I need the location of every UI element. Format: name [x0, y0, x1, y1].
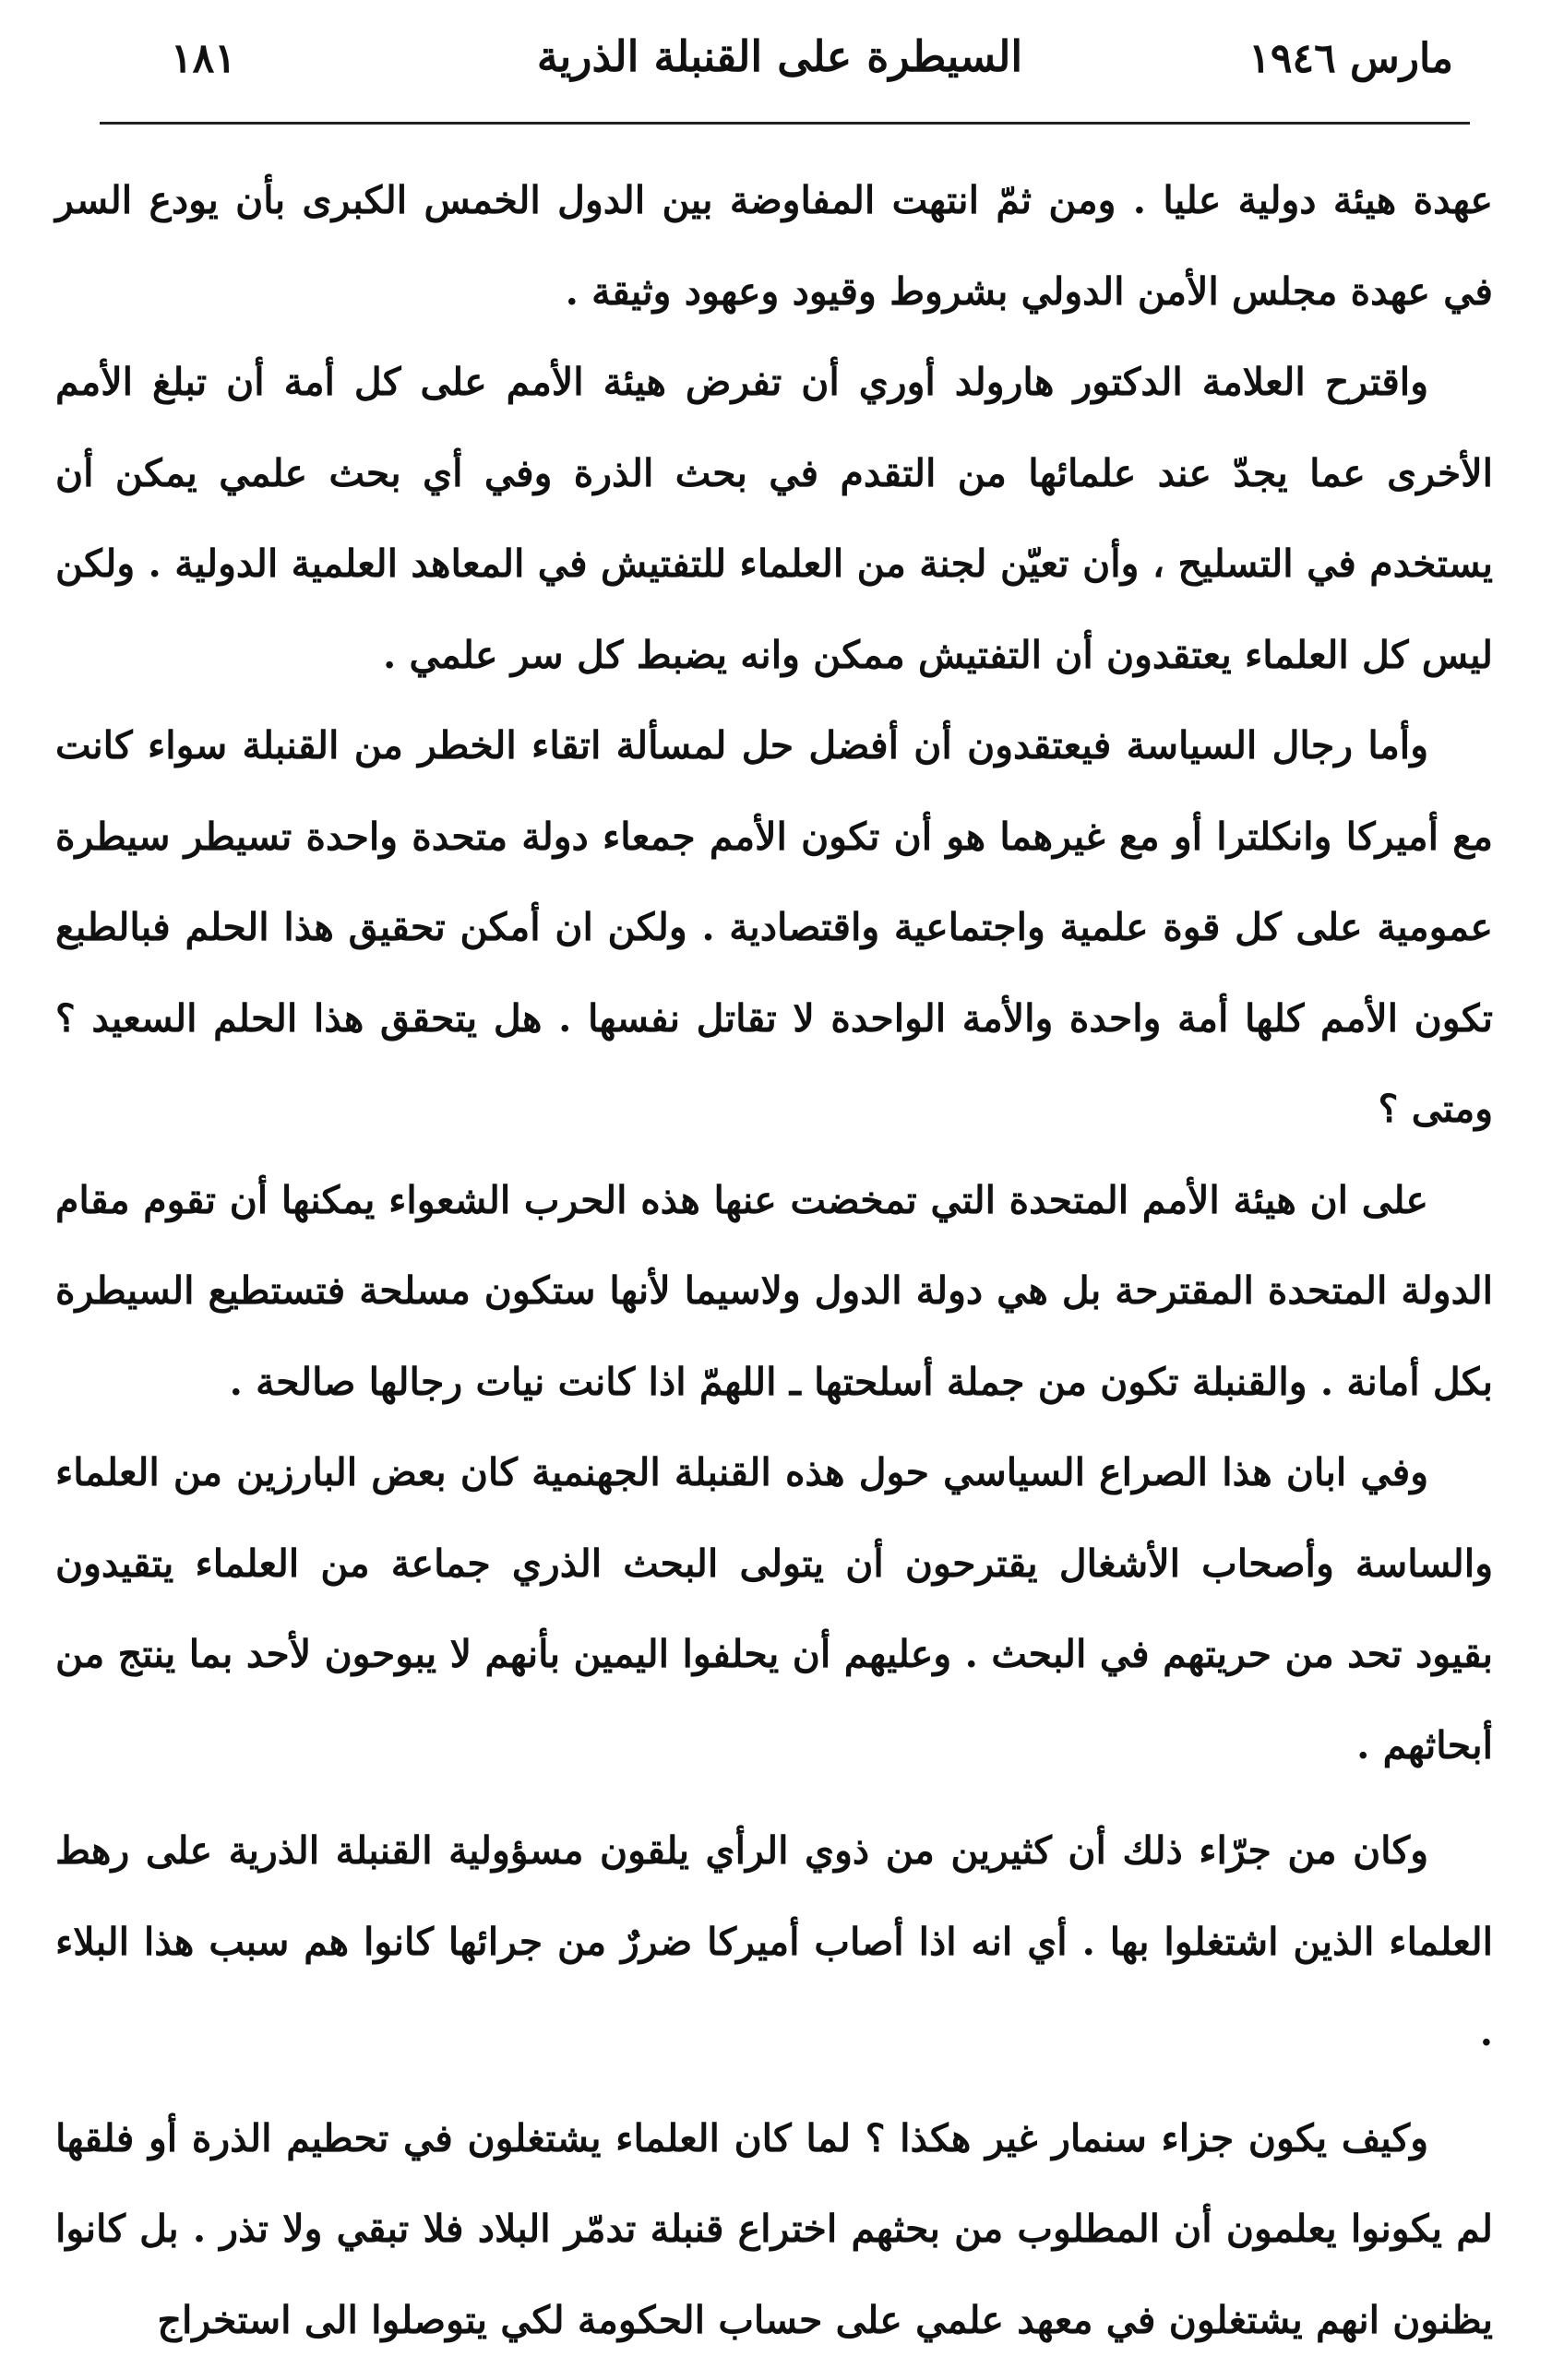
paragraph: وأما رجال السياسة فيعتقدون أن أفضل حل لمسألة اتقاء الخطر من القنبلة سواء كانت مع أميركا وانكلترا أو مع غيرهما هو أن تكون الأمم جمعاء دولة متحدة واحدة تسيطر سيطرة عمومية على كل قوة علمية واجتماعية واقتصادية . ولكن ان أمكن تحقيق هذا الحلم فبالطبع تكون الأمم كلها أمة واحدة والأمة الواحدة لا تقاتل نفسها . هل يتحقق هذا الحلم السعيد ؟ ومتى ؟	[55, 723, 1493, 1131]
page-number: ١٨١	[171, 35, 236, 82]
paragraph: عهدة هيئة دولية عليا . ومن ثمّ انتهت المفاوضة بين الدول الخمس الكبرى بأن يودع السر في عهدة مجلس الأمن الدولي بشروط وقيود وعهود وثيقة .	[55, 178, 1493, 314]
paragraph: وكيف يكون جزاء سنمار غير هكذا ؟ لما كان العلماء يشتغلون في تحطيم الذرة أو فلقها لم يكونوا يعلمون أن المطلوب من بحثهم اختراع قنبلة تدمّر البلاد فلا تبقي ولا تذر . بل كانوا يظنون انهم يشتغلون في معهد علمي على حساب الحكومة لكي يتوصلوا الى استخراج	[55, 2115, 1493, 2342]
paragraph: وفي ابان هذا الصراع السياسي حول هذه القنبلة الجهنمية كان بعض البارزين من العلماء والساسة وأصحاب الأشغال يقترحون أن يتولى البحث الذري جماعة من العلماء يتقيدون بقيود تحد من حريتهم في البحث . وعليهم أن يحلفوا اليمين بأنهم لا يبوحون لأحد بما ينتج من أبحاثهم .	[55, 1450, 1493, 1767]
paragraph: على ان هيئة الأمم المتحدة التي تمخضت عنها هذه الحرب الشعواء يمكنها أن تقوم مقام الدولة المتحدة المقترحة بل هي دولة الدول ولاسيما لأنها ستكون مسلحة فتستطيع السيطرة بكل أمانة . والقنبلة تكون من جملة أسلحتها ـ اللهمّ اذا كانت نيات رجالها صالحة .	[55, 1177, 1493, 1404]
header-title: السيطرة على القنبلة الذرية	[536, 31, 1023, 81]
paragraph: واقترح العلامة الدكتور هارولد أوري أن تفرض هيئة الأمم على كل أمة أن تبلغ الأمم الأخرى عما يجدّ عند علمائها من التقدم في بحث الذرة وفي أي بحث علمي يمكن أن يستخدم في التسليح ، وأن تعيّن لجنة من العلماء للتفتيش في المعاهد العلمية الدولية . ولكن ليس كل العلماء يعتقدون أن التفتيش ممكن وانه يضبط كل سر علمي .	[55, 360, 1494, 677]
running-header	[88, 26, 1472, 100]
header-divider	[100, 122, 1470, 125]
header-date: مارس ١٩٤٦	[1248, 35, 1453, 82]
body-text	[55, 155, 1493, 2365]
paragraph: وكان من جرّاء ذلك أن كثيرين من ذوي الرأي يلقون مسؤولية القنبلة الذرية على رهط العلماء الذين اشتغلوا بها . أي انه اذا أصاب أميركا ضررٌ من جرائها كانوا هم سبب هذا البلاء .	[55, 1828, 1493, 2054]
